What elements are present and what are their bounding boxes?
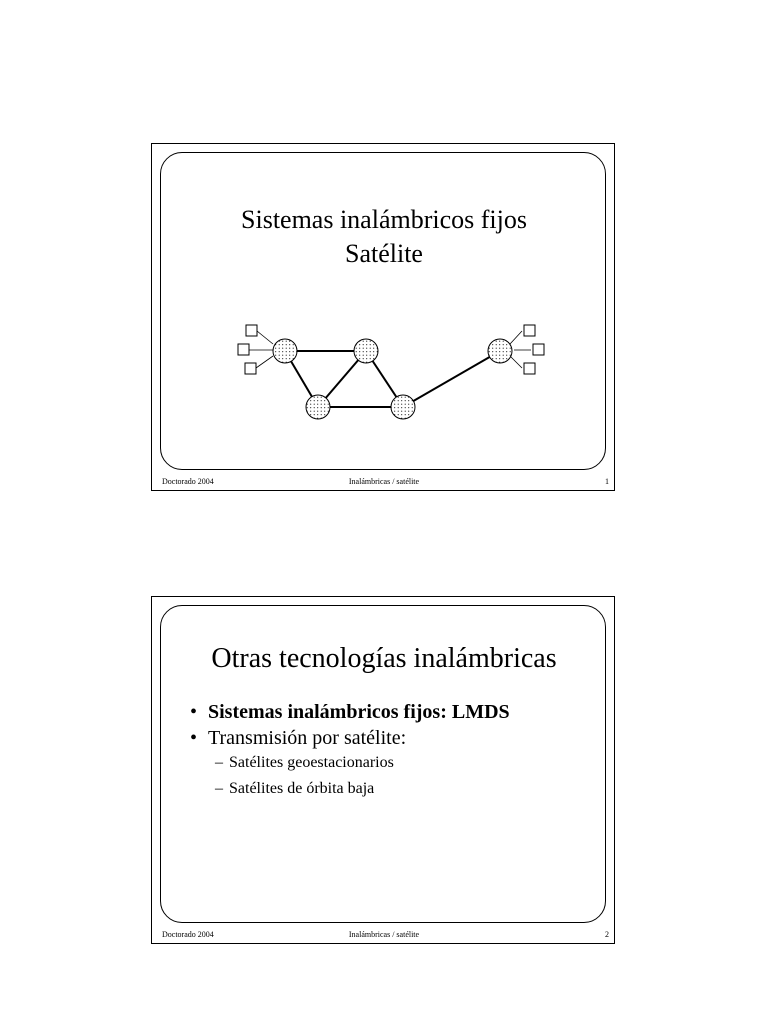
dash-glyph: – (215, 780, 223, 797)
network-node (273, 339, 297, 363)
footer-topic: Inalámbricas / satélite (348, 930, 420, 939)
slide-1-title-line-1: Sistemas inalámbricos fijos (241, 205, 527, 234)
footer-page-number: 2 (605, 930, 609, 939)
network-diagram (152, 144, 616, 492)
bullet-glyph: • (190, 701, 198, 723)
sub-bullet-item: – Satélites geoestacionarios (190, 751, 510, 777)
footer-topic: Inalámbricas / satélite (348, 477, 420, 486)
dash-glyph: – (215, 754, 223, 771)
slide-2-title: Otras tecnologías inalámbricas (211, 643, 557, 674)
slide-2 (151, 596, 615, 944)
bullet-item: • Transmisión por satélite: (190, 727, 407, 749)
terminal-square (524, 325, 535, 336)
terminal-square (238, 344, 249, 355)
slide-1 (151, 143, 615, 491)
terminal-square (524, 363, 535, 374)
footer-course: Doctorado 2004 (162, 930, 214, 939)
terminal-square (533, 344, 544, 355)
bullet-item: • Sistemas inalámbricos fijos: LMDS (190, 701, 510, 723)
footer-course: Doctorado 2004 (162, 477, 214, 486)
bullet-glyph: • (190, 727, 198, 749)
network-node (488, 339, 512, 363)
footer-page-number: 1 (605, 477, 609, 486)
terminal-square (246, 325, 257, 336)
network-node (354, 339, 378, 363)
sub-bullet-item: – Satélites de órbita baja (190, 777, 510, 803)
network-node (391, 395, 415, 419)
bullet-list (190, 699, 510, 803)
terminal-square (245, 363, 256, 374)
network-node (306, 395, 330, 419)
slide-1-title-line-2: Satélite (345, 239, 423, 268)
